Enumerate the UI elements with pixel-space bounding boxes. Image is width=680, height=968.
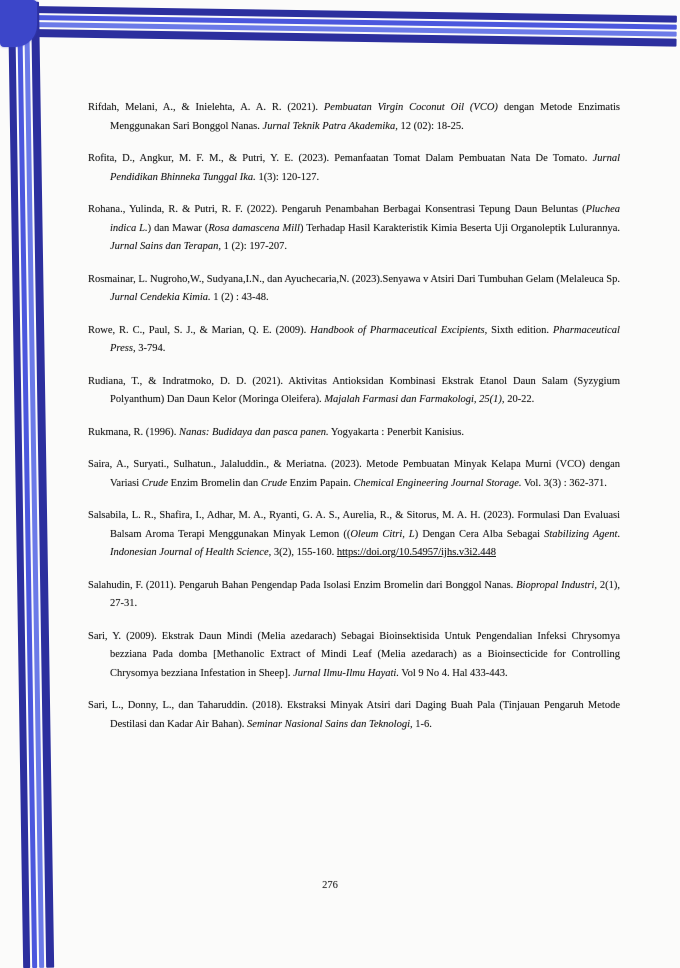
reference-text: Rowe, R. C., Paul, S. J., & Marian, Q. E. (2009). <box>88 324 311 336</box>
reference-text: dengan Metode Enzimatis Menggunakan Sari Bonggol Nanas. <box>110 102 620 132</box>
reference-text: 1 (2): 197-207. <box>221 241 287 252</box>
page-number: 276 <box>322 880 338 891</box>
reference-text: Biopropal Industri, <box>516 579 598 591</box>
reference-text: Enzim Bromelin dan <box>168 477 261 489</box>
reference-text: ) dan Mawar ( <box>147 222 209 234</box>
reference-text: Chemical Engineering Journal Storage. <box>353 477 522 489</box>
reference-entry <box>88 456 620 493</box>
reference-entry <box>88 373 620 410</box>
reference-text: Nanas: Budidaya dan pasca panen. <box>179 426 329 438</box>
reference-text: Jurnal Pendidikan Bhinneka Tunggal Ika. <box>110 153 620 183</box>
reference-text: Salsabila, L. R., Shafira, I., Adhar, M. A., Ryanti, G. A. S., Aurelia, R., & Sitorus, M. A. H. (2023). Formulasi Dan Evaluasi Balsam Aroma Terapi Menggunakan Minyak Lemon (( <box>88 510 620 540</box>
reference-entry <box>88 577 620 614</box>
reference-text: 20-22. <box>504 394 535 405</box>
reference-text: Stabilizing Agent <box>544 528 618 540</box>
reference-text: Rohana., Yulinda, R. & Putri, R. F. (2022). Pengaruh Penambahan Berbagai Konsentrasi Tepung Daun Beluntas ( <box>88 204 586 215</box>
reference-entry <box>88 628 620 684</box>
reference-entry <box>88 507 620 563</box>
reference-text: Sixth edition. <box>487 324 553 336</box>
reference-entry <box>88 424 620 443</box>
reference-text: Majalah Farmasi dan Farmakologi, 25(1), <box>324 394 505 405</box>
reference-text: Yogyakarta : Penerbit Kanisius. <box>328 426 464 438</box>
reference-text: Rosmainar, L. Nugroho,W., Sudyana,I.N., dan Ayuchecaria,N. (2023).Senyawa v Atsiri Dari Tumbuhan Gelam (Melaleuca Sp. <box>88 273 620 285</box>
reference-text: Oleum Citri, L <box>350 528 415 540</box>
reference-text: Crude <box>141 477 169 489</box>
doi-link[interactable]: https://doi.org/10.54957/ijhs.v3i2.448 <box>336 547 496 558</box>
reference-text: 12 (02): 18-25. <box>397 120 464 132</box>
reference-text: Indonesian Journal of Health Science, <box>110 547 272 558</box>
reference-text: Jurnal Sains dan Terapan, <box>110 241 222 252</box>
reference-text: Seminar Nasional Sains dan Teknologi, <box>247 718 413 730</box>
reference-text: 1-6. <box>412 718 432 730</box>
reference-text: Pembuatan Virgin Coconut Oil (VCO) <box>323 102 498 113</box>
reference-text: 2(1), 27-31. <box>110 579 621 609</box>
reference-text: Rifdah, Melani, A., & Inielehta, A. A. R. (2021). <box>88 102 324 113</box>
reference-text: Vol. 3(3) : 362-371. <box>521 477 607 489</box>
reference-text: Rosa damascena Mill <box>208 222 300 234</box>
reference-text: Salahudin, F. (2011). Pengaruh Bahan Pengendap Pada Isolasi Enzim Bromelin dari Bonggol Nanas. <box>88 579 517 591</box>
reference-text: Sari, L., Donny, L., dan Taharuddin. (2018). Ekstraksi Minyak Atsiri dari Daging Buah Pala (Tinjauan Pengaruh Metode Destilasi dan Kadar Air Bahan). <box>88 700 620 730</box>
reference-text: . <box>617 528 620 540</box>
reference-text: Jurnal Cendekia Kimia. <box>110 292 211 303</box>
reference-entry <box>88 697 620 734</box>
reference-text: 3-794. <box>135 343 166 354</box>
page-border-top <box>29 6 676 53</box>
reference-text: Pharmaceutical Press, <box>110 324 620 354</box>
reference-text: 1 (2) : 43-48. <box>210 292 269 303</box>
reference-entry <box>88 99 620 136</box>
reference-text: Saira, A., Suryati., Sulhatun., Jalaluddin., & Meriatna. (2023). Metode Pembuatan Minyak Kelapa Murni (VCO) dengan Variasi <box>88 459 620 489</box>
reference-text: Pluchea indica L. <box>110 204 620 234</box>
reference-text: ) Terhadap Hasil Karakteristik Kimia Beserta Uji Organoleptik Lulurannya. <box>299 222 621 234</box>
reference-text: Enzim Papain. <box>287 477 354 489</box>
references-list <box>88 99 620 748</box>
reference-text: Vol 9 No 4. Hal 433-443. <box>398 667 508 679</box>
reference-text: Jurnal Teknik Patra Akademika, <box>262 120 398 132</box>
reference-text: 3(2), 155-160. <box>271 547 337 558</box>
reference-text: Handbook of Pharmaceutical Excipients, <box>310 324 488 336</box>
reference-text: Sari, Y. (2009). Ekstrak Daun Mindi (Melia azedarach) Sebagai Bioinsektisida Untuk Pengendalian Infeksi Chrysomya bezziana Pada domba [Methanolic Extract of Mindi Leaf (Melia azedarach) as a Bioinsecticide for Controlling Chrysomya bezziana Infestation in Sheep]. <box>88 630 620 679</box>
reference-entry <box>88 322 620 359</box>
reference-text: Jurnal Ilmu-Ilmu Hayati. <box>293 667 399 679</box>
reference-text: Rukmana, R. (1996). <box>88 426 179 438</box>
reference-text: 1(3): 120-127. <box>255 171 320 183</box>
reference-entry <box>88 271 620 308</box>
reference-text: Crude <box>260 477 288 489</box>
page-border-left <box>8 2 57 968</box>
reference-text: Rofita, D., Angkur, M. F. M., & Putri, Y. E. (2023). Pemanfaatan Tomat Dalam Pembuatan Nata De Tomato. <box>88 153 593 164</box>
reference-text: Rudiana, T., & Indratmoko, D. D. (2021). Aktivitas Antioksidan Kombinasi Ekstrak Etanol Daun Salam (Syzygium Polyanthum) Dan Daun Kelor (Moringa Oleifera). <box>88 375 620 405</box>
reference-entry <box>88 150 620 187</box>
reference-entry <box>88 201 620 257</box>
reference-text: ) Dengan Cera Alba Sebagai <box>414 528 545 540</box>
